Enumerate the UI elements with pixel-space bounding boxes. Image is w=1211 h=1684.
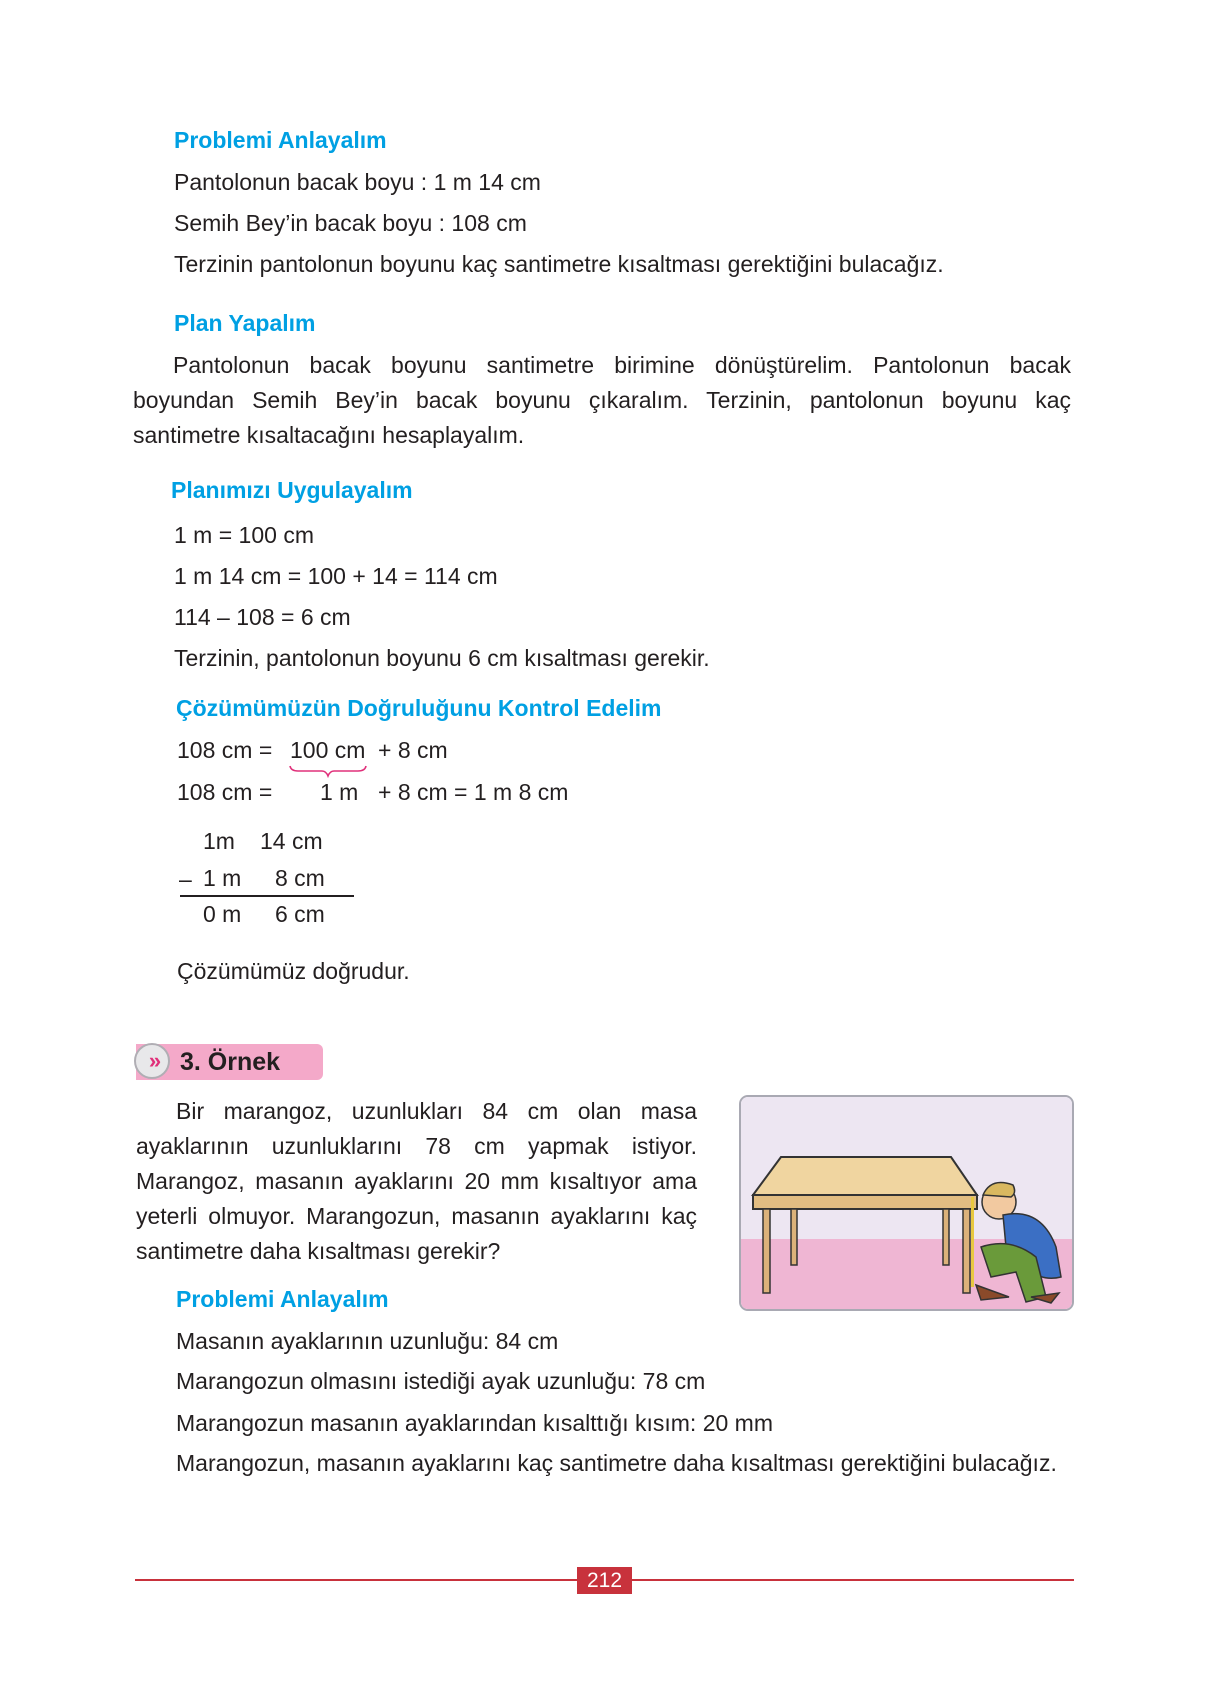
plan-paragraph: Pantolonun bacak boyunu santimetre birimine dönüştürelim. Pantolonun bacak boyundan Semih Bey’in bacak boyunu çıkaralım. Terzinin, pantolonun boyunu kaç santimetre kısaltacağını hesaplayalım. bbox=[133, 352, 1071, 448]
text-line: Terzinin, pantolonun boyunu 6 cm kısaltması gerekir. bbox=[174, 645, 710, 671]
subtraction-cell: 1m bbox=[203, 828, 235, 854]
subtraction-cell: 6 cm bbox=[275, 901, 325, 927]
equation-line: 1 m 14 cm = 100 + 14 = 114 cm bbox=[174, 563, 498, 589]
subtraction-cell: 8 cm bbox=[275, 865, 325, 891]
heading-plan: Plan Yapalım bbox=[174, 310, 316, 336]
subtraction-cell: 1 m bbox=[203, 865, 242, 891]
conclusion-text: Çözümümüz doğrudur. bbox=[177, 958, 410, 984]
equation-part: 108 cm = bbox=[177, 779, 273, 805]
equation-line: 114 – 108 = 6 cm bbox=[174, 604, 351, 630]
subtraction-cell: 14 cm bbox=[260, 828, 323, 854]
curly-brace bbox=[288, 764, 368, 778]
carpenter-table-illustration bbox=[739, 1095, 1074, 1311]
equation-part: + 8 cm = 1 m 8 cm bbox=[378, 779, 569, 805]
equation-part: 1 m bbox=[320, 779, 359, 805]
text-line: Masanın ayaklarının uzunluğu: 84 cm bbox=[176, 1328, 559, 1354]
equation-line: 1 m = 100 cm bbox=[174, 522, 314, 548]
heading-check-solution: Çözümümüzün Doğruluğunu Kontrol Edelim bbox=[176, 695, 662, 721]
text-line: Terzinin pantolonun boyunu kaç santimetre kısaltması gerektiğini bulacağız. bbox=[174, 251, 944, 277]
heading-understand-problem: Problemi Anlayalım bbox=[174, 127, 387, 153]
equation-part: 100 cm bbox=[290, 737, 366, 763]
example-problem-text: Bir marangoz, uzunlukları 84 cm olan masa ayaklarının uzunluklarını 78 cm yapmak istiyor. Marangoz, masanın ayaklarını 20 mm kısaltıyor ama yeterli olmuyor. Marangozun, masanın ayaklarını kaç santimetre daha kısaltması gerekir? bbox=[136, 1098, 697, 1264]
example-badge-label: 3. Örnek bbox=[180, 1048, 281, 1076]
example-badge bbox=[136, 1044, 323, 1080]
equation-part: + 8 cm bbox=[378, 737, 448, 763]
double-chevron-icon: » bbox=[134, 1043, 170, 1079]
subtraction-rule bbox=[180, 895, 354, 897]
page-number: 212 bbox=[577, 1567, 632, 1594]
final-paragraph: Marangozun, masanın ayaklarını kaç santimetre daha kısaltması gerektiğini bulacağız. bbox=[176, 1450, 1057, 1476]
equation-part: 108 cm = bbox=[177, 737, 273, 763]
subtraction-cell: 0 m bbox=[203, 901, 242, 927]
heading-apply-plan: Planımızı Uygulayalım bbox=[171, 477, 413, 503]
text-line: Marangozun masanın ayaklarından kısalttığı kısım: 20 mm bbox=[176, 1410, 773, 1436]
minus-sign: – bbox=[179, 866, 192, 892]
text-line: Marangozun olmasını istediği ayak uzunluğu: 78 cm bbox=[176, 1368, 706, 1394]
text-line: Semih Bey’in bacak boyu : 108 cm bbox=[174, 210, 527, 236]
heading-understand-problem-2: Problemi Anlayalım bbox=[176, 1286, 389, 1312]
text-line: Pantolonun bacak boyu : 1 m 14 cm bbox=[174, 169, 541, 195]
